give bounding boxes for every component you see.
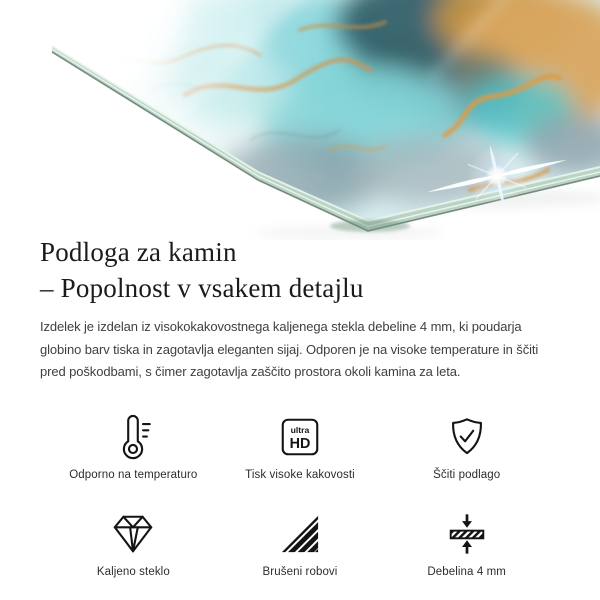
product-info-section xyxy=(0,234,600,578)
feature-label: Kaljeno steklo xyxy=(96,565,170,578)
feature-label: Odporno na temperaturo xyxy=(69,468,198,481)
ultra-hd-icon xyxy=(277,410,323,460)
feature-label: Tisk visoke kakovosti xyxy=(245,468,355,481)
title-line-2: – Popolnost v vsakem detajlu xyxy=(40,273,364,303)
product-hero-image[interactable] xyxy=(0,0,600,240)
feature-thickness xyxy=(383,507,550,578)
feature-tempered-glass xyxy=(50,507,217,578)
polished-edges-icon xyxy=(277,507,323,557)
title-line-1: Podloga za kamin xyxy=(40,237,237,267)
feature-protects xyxy=(383,410,550,481)
feature-label: Debelina 4 mm xyxy=(427,565,506,578)
svg-text:ultra: ultra xyxy=(290,424,310,435)
page-title xyxy=(40,234,560,306)
feature-polished-edges xyxy=(217,507,384,578)
thermometer-icon xyxy=(110,410,156,460)
shield-check-icon xyxy=(444,410,490,460)
feature-label: Brušeni robovi xyxy=(262,565,338,578)
feature-temperature xyxy=(50,410,217,481)
feature-print-quality xyxy=(217,410,384,481)
thickness-press-icon xyxy=(444,507,490,557)
product-description: Izdelek je izdelan iz visokokakovostnega kaljenega stekla debeline 4 mm, ki poudarja globino barv tiska in zagotavlja eleganten sijaj. Odporen je na visoke temperature in ščiti pred poškodbami, s čimer zagotavlja zaščito prostora okoli kamina za leta. xyxy=(40,319,539,379)
diamond-icon xyxy=(110,507,156,557)
features-grid xyxy=(50,410,550,578)
feature-label: Ščiti podlago xyxy=(433,468,501,481)
svg-text:HD: HD xyxy=(289,435,311,452)
